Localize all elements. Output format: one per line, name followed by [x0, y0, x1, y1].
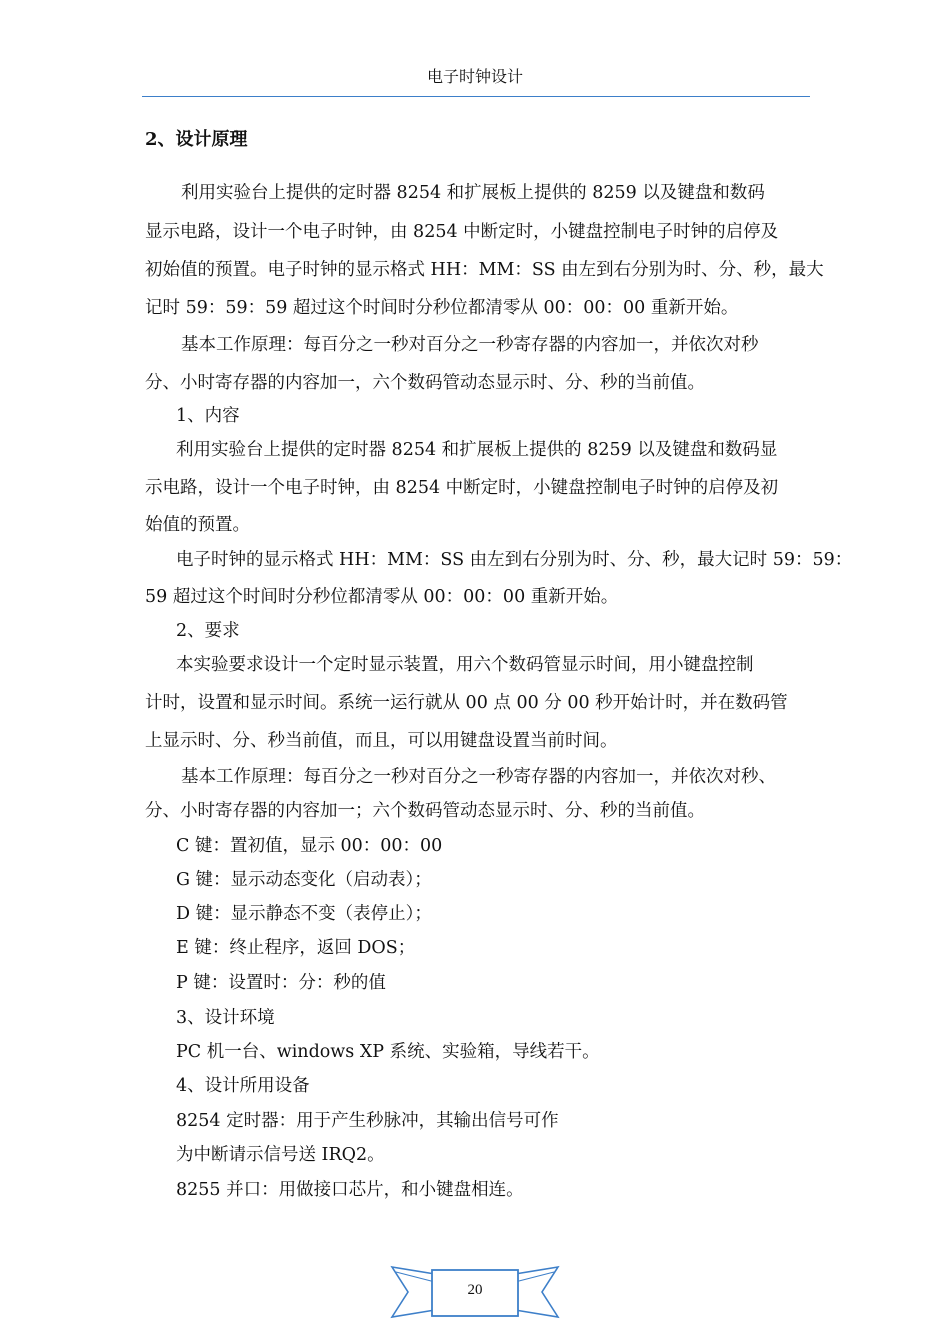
paragraph-line: 本实验要求设计一个定时显示装置，用六个数码管显示时间，用小键盘控制: [176, 655, 754, 675]
paragraph-line: 分、小时寄存器的内容加一，六个数码管动态显示时、分、秒的当前值。: [145, 373, 705, 393]
key-description: G 键：显示动态变化（启动表）；: [176, 870, 432, 890]
paragraph-line: 为中断请示信号送 IRQ2。: [176, 1145, 385, 1165]
key-description: P 键：设置时：分：秒的值: [176, 973, 386, 993]
paragraph-line: PC 机一台、windows XP 系统、实验箱，导线若干。: [176, 1042, 600, 1062]
subheading: 1、内容: [176, 406, 240, 426]
paragraph-line: 分、小时寄存器的内容加一；六个数码管动态显示时、分、秒的当前值。: [145, 801, 705, 821]
paragraph-line: 8255 并口：用做接口芯片，和小键盘相连。: [176, 1180, 524, 1200]
header-rule: [142, 96, 810, 97]
paragraph-line: 利用实验台上提供的定时器 8254 和扩展板上提供的 8259 以及键盘和数码: [181, 183, 765, 203]
paragraph-line: 记时 59：59：59 超过这个时间时分秒位都清零从 00：00：00 重新开始。: [145, 298, 739, 318]
paragraph-line: 59 超过这个时间时分秒位都清零从 00：00：00 重新开始。: [145, 587, 619, 607]
paragraph-line: 利用实验台上提供的定时器 8254 和扩展板上提供的 8259 以及键盘和数码显: [176, 440, 778, 460]
paragraph-line: 显示电路，设计一个电子时钟，由 8254 中断定时，小键盘控制电子时钟的启停及: [145, 222, 779, 242]
paragraph-line: 基本工作原理：每百分之一秒对百分之一秒寄存器的内容加一，并依次对秒: [181, 335, 759, 355]
paragraph-line: 8254 定时器：用于产生秒脉冲，其输出信号可作: [176, 1111, 559, 1131]
subheading: 4、设计所用设备: [176, 1076, 310, 1096]
paragraph-line: 始值的预置。: [145, 515, 250, 535]
subheading: 3、设计环境: [176, 1008, 275, 1028]
page-header-title: 电子时钟设计: [426, 67, 523, 86]
section-heading: 2、设计原理: [145, 129, 248, 150]
paragraph-line: 上显示时、分、秒当前值，而且，可以用键盘设置当前时间。: [145, 731, 618, 751]
page-number: 20: [467, 1282, 483, 1298]
paragraph-line: 计时，设置和显示时间。系统一运行就从 00 点 00 分 00 秒开始计时，并在数码管: [145, 693, 788, 713]
paragraph-line: 基本工作原理：每百分之一秒对百分之一秒寄存器的内容加一，并依次对秒、: [181, 767, 776, 787]
paragraph-line: 初始值的预置。电子时钟的显示格式 HH：MM：SS 由左到右分别为时、分、秒，最大: [145, 260, 824, 280]
key-description: E 键：终止程序，返回 DOS；: [176, 938, 416, 958]
key-description: D 键：显示静态不变（表停止）；: [176, 904, 432, 924]
paragraph-line: 示电路，设计一个电子时钟，由 8254 中断定时，小键盘控制电子时钟的启停及初: [145, 478, 779, 498]
subheading: 2、要求: [176, 621, 240, 641]
paragraph-line: 电子时钟的显示格式 HH：MM：SS 由左到右分别为时、分、秒，最大记时 59：59：: [176, 550, 853, 570]
key-description: C 键：置初值，显示 00：00：00: [176, 836, 443, 856]
